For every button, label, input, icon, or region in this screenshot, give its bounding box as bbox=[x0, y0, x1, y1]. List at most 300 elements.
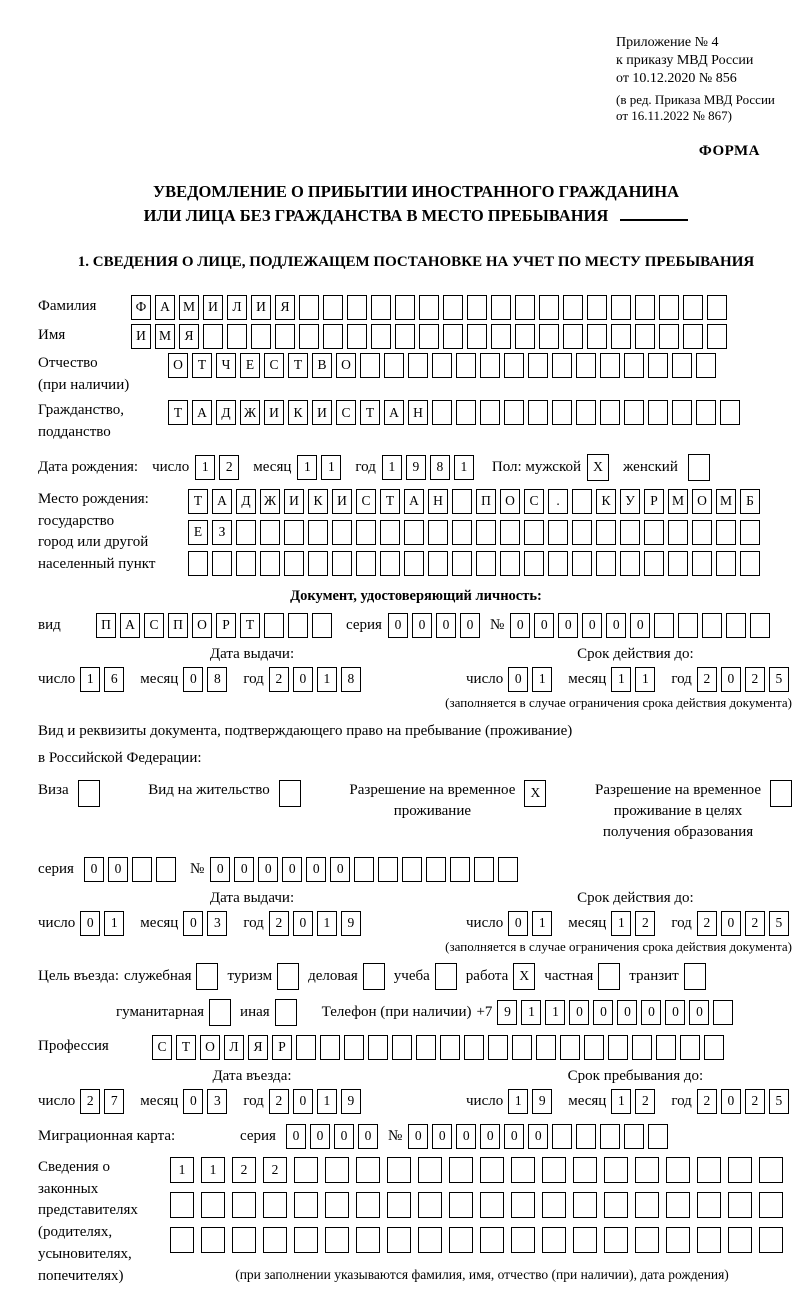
char-box[interactable] bbox=[548, 551, 568, 576]
char-box[interactable] bbox=[504, 400, 524, 425]
char-box[interactable]: 0 bbox=[432, 1124, 452, 1149]
char-box[interactable]: Т bbox=[188, 489, 208, 514]
char-box[interactable] bbox=[528, 400, 548, 425]
char-box[interactable] bbox=[279, 780, 301, 807]
char-box[interactable] bbox=[299, 324, 319, 349]
char-box[interactable] bbox=[284, 551, 304, 576]
char-box[interactable]: 1 bbox=[532, 911, 552, 936]
char-box[interactable]: А bbox=[404, 489, 424, 514]
char-box[interactable]: 2 bbox=[269, 1089, 289, 1114]
char-box[interactable]: 0 bbox=[510, 613, 530, 638]
char-box[interactable] bbox=[275, 999, 297, 1026]
char-box[interactable] bbox=[347, 324, 367, 349]
char-box[interactable]: 0 bbox=[334, 1124, 354, 1149]
char-box[interactable] bbox=[156, 857, 176, 882]
char-box[interactable]: 0 bbox=[108, 857, 128, 882]
char-box[interactable]: 0 bbox=[80, 911, 100, 936]
char-box[interactable]: С bbox=[152, 1035, 172, 1060]
char-box[interactable] bbox=[260, 551, 280, 576]
char-box[interactable] bbox=[759, 1192, 783, 1218]
char-box[interactable] bbox=[542, 1192, 566, 1218]
char-box[interactable]: 0 bbox=[689, 1000, 709, 1025]
char-box[interactable]: 1 bbox=[317, 911, 337, 936]
char-box[interactable] bbox=[263, 1192, 287, 1218]
char-box[interactable] bbox=[692, 520, 712, 545]
char-box[interactable]: 1 bbox=[521, 1000, 541, 1025]
char-box[interactable]: 1 bbox=[317, 1089, 337, 1114]
char-box[interactable]: Т bbox=[168, 400, 188, 425]
char-box[interactable]: X bbox=[524, 780, 546, 807]
char-box[interactable] bbox=[666, 1227, 690, 1253]
char-box[interactable] bbox=[294, 1192, 318, 1218]
char-box[interactable] bbox=[688, 454, 710, 481]
char-box[interactable] bbox=[428, 520, 448, 545]
char-box[interactable] bbox=[378, 857, 398, 882]
char-box[interactable]: 0 bbox=[665, 1000, 685, 1025]
char-box[interactable] bbox=[188, 551, 208, 576]
char-box[interactable]: Т bbox=[360, 400, 380, 425]
char-box[interactable] bbox=[524, 520, 544, 545]
char-box[interactable] bbox=[428, 551, 448, 576]
char-box[interactable]: 1 bbox=[195, 455, 215, 480]
char-box[interactable]: А bbox=[155, 295, 175, 320]
char-box[interactable]: Ч bbox=[216, 353, 236, 378]
char-box[interactable] bbox=[528, 353, 548, 378]
char-box[interactable] bbox=[572, 551, 592, 576]
char-box[interactable]: 3 bbox=[207, 1089, 227, 1114]
char-box[interactable]: 0 bbox=[456, 1124, 476, 1149]
char-box[interactable] bbox=[702, 613, 722, 638]
char-box[interactable] bbox=[584, 1035, 604, 1060]
char-box[interactable] bbox=[387, 1157, 411, 1183]
char-box[interactable]: Л bbox=[227, 295, 247, 320]
char-box[interactable]: 1 bbox=[611, 911, 631, 936]
char-box[interactable] bbox=[707, 295, 727, 320]
char-box[interactable] bbox=[697, 1192, 721, 1218]
char-box[interactable] bbox=[395, 324, 415, 349]
char-box[interactable] bbox=[260, 520, 280, 545]
char-box[interactable]: 0 bbox=[582, 613, 602, 638]
char-box[interactable] bbox=[624, 353, 644, 378]
char-box[interactable]: К bbox=[596, 489, 616, 514]
char-box[interactable]: 9 bbox=[341, 1089, 361, 1114]
char-box[interactable] bbox=[449, 1227, 473, 1253]
char-box[interactable] bbox=[474, 857, 494, 882]
char-box[interactable] bbox=[740, 520, 760, 545]
char-box[interactable]: Т bbox=[240, 613, 260, 638]
char-box[interactable]: Б bbox=[740, 489, 760, 514]
char-box[interactable] bbox=[598, 963, 620, 990]
char-box[interactable]: 0 bbox=[593, 1000, 613, 1025]
char-box[interactable]: 0 bbox=[286, 1124, 306, 1149]
char-box[interactable]: 2 bbox=[80, 1089, 100, 1114]
char-box[interactable]: 0 bbox=[558, 613, 578, 638]
char-box[interactable]: 2 bbox=[232, 1157, 256, 1183]
char-box[interactable] bbox=[683, 295, 703, 320]
char-box[interactable] bbox=[608, 1035, 628, 1060]
char-box[interactable]: 0 bbox=[721, 667, 741, 692]
char-box[interactable] bbox=[419, 295, 439, 320]
char-box[interactable] bbox=[604, 1227, 628, 1253]
char-box[interactable]: 0 bbox=[183, 667, 203, 692]
char-box[interactable]: 1 bbox=[104, 911, 124, 936]
char-box[interactable]: 1 bbox=[635, 667, 655, 692]
char-box[interactable] bbox=[467, 324, 487, 349]
char-box[interactable]: 2 bbox=[745, 667, 765, 692]
char-box[interactable] bbox=[323, 295, 343, 320]
char-box[interactable] bbox=[450, 857, 470, 882]
char-box[interactable] bbox=[392, 1035, 412, 1060]
char-box[interactable]: 7 bbox=[104, 1089, 124, 1114]
char-box[interactable] bbox=[371, 324, 391, 349]
char-box[interactable]: 0 bbox=[528, 1124, 548, 1149]
char-box[interactable]: 2 bbox=[697, 911, 717, 936]
char-box[interactable]: О bbox=[200, 1035, 220, 1060]
char-box[interactable] bbox=[524, 551, 544, 576]
char-box[interactable] bbox=[668, 551, 688, 576]
char-box[interactable] bbox=[443, 295, 463, 320]
char-box[interactable]: К bbox=[288, 400, 308, 425]
char-box[interactable] bbox=[635, 324, 655, 349]
char-box[interactable]: 2 bbox=[269, 911, 289, 936]
char-box[interactable]: 2 bbox=[635, 1089, 655, 1114]
char-box[interactable]: Т bbox=[176, 1035, 196, 1060]
char-box[interactable]: Т bbox=[288, 353, 308, 378]
char-box[interactable]: 1 bbox=[532, 667, 552, 692]
char-box[interactable]: 0 bbox=[84, 857, 104, 882]
char-box[interactable]: П bbox=[476, 489, 496, 514]
char-box[interactable] bbox=[488, 1035, 508, 1060]
char-box[interactable]: X bbox=[587, 454, 609, 481]
char-box[interactable] bbox=[624, 1124, 644, 1149]
char-box[interactable] bbox=[418, 1227, 442, 1253]
char-box[interactable]: Ж bbox=[260, 489, 280, 514]
char-box[interactable] bbox=[296, 1035, 316, 1060]
char-box[interactable]: 0 bbox=[721, 911, 741, 936]
char-box[interactable]: М bbox=[155, 324, 175, 349]
char-box[interactable]: 0 bbox=[721, 1089, 741, 1114]
char-box[interactable] bbox=[692, 551, 712, 576]
char-box[interactable] bbox=[511, 1192, 535, 1218]
char-box[interactable]: З bbox=[212, 520, 232, 545]
char-box[interactable] bbox=[600, 400, 620, 425]
char-box[interactable] bbox=[600, 353, 620, 378]
char-box[interactable] bbox=[573, 1227, 597, 1253]
char-box[interactable] bbox=[728, 1192, 752, 1218]
char-box[interactable] bbox=[170, 1192, 194, 1218]
char-box[interactable] bbox=[552, 1124, 572, 1149]
char-box[interactable] bbox=[440, 1035, 460, 1060]
char-box[interactable]: 2 bbox=[745, 911, 765, 936]
char-box[interactable] bbox=[716, 551, 736, 576]
char-box[interactable] bbox=[697, 1227, 721, 1253]
char-box[interactable]: 0 bbox=[293, 1089, 313, 1114]
char-box[interactable]: 0 bbox=[408, 1124, 428, 1149]
char-box[interactable] bbox=[668, 520, 688, 545]
char-box[interactable]: 0 bbox=[480, 1124, 500, 1149]
char-box[interactable]: 1 bbox=[201, 1157, 225, 1183]
char-box[interactable]: С bbox=[524, 489, 544, 514]
char-box[interactable]: С bbox=[264, 353, 284, 378]
char-box[interactable]: 0 bbox=[183, 911, 203, 936]
char-box[interactable]: Д bbox=[216, 400, 236, 425]
char-box[interactable] bbox=[132, 857, 152, 882]
char-box[interactable] bbox=[332, 551, 352, 576]
char-box[interactable] bbox=[680, 1035, 700, 1060]
char-box[interactable]: 0 bbox=[210, 857, 230, 882]
char-box[interactable]: 1 bbox=[508, 1089, 528, 1114]
char-box[interactable] bbox=[563, 324, 583, 349]
char-box[interactable] bbox=[432, 400, 452, 425]
char-box[interactable] bbox=[418, 1157, 442, 1183]
char-box[interactable] bbox=[678, 613, 698, 638]
char-box[interactable]: Л bbox=[224, 1035, 244, 1060]
char-box[interactable] bbox=[728, 1227, 752, 1253]
char-box[interactable] bbox=[356, 520, 376, 545]
char-box[interactable] bbox=[635, 1192, 659, 1218]
char-box[interactable] bbox=[576, 1124, 596, 1149]
char-box[interactable]: А bbox=[212, 489, 232, 514]
char-box[interactable] bbox=[684, 963, 706, 990]
char-box[interactable]: Р bbox=[644, 489, 664, 514]
char-box[interactable] bbox=[587, 324, 607, 349]
char-box[interactable] bbox=[227, 324, 247, 349]
char-box[interactable] bbox=[203, 324, 223, 349]
char-box[interactable]: 0 bbox=[234, 857, 254, 882]
char-box[interactable] bbox=[704, 1035, 724, 1060]
char-box[interactable] bbox=[380, 551, 400, 576]
char-box[interactable] bbox=[500, 520, 520, 545]
char-box[interactable] bbox=[232, 1192, 256, 1218]
char-box[interactable]: 9 bbox=[497, 1000, 517, 1025]
char-box[interactable] bbox=[666, 1192, 690, 1218]
char-box[interactable] bbox=[635, 1157, 659, 1183]
char-box[interactable] bbox=[740, 551, 760, 576]
char-box[interactable] bbox=[644, 520, 664, 545]
char-box[interactable] bbox=[356, 1227, 380, 1253]
char-box[interactable] bbox=[277, 963, 299, 990]
char-box[interactable]: М bbox=[179, 295, 199, 320]
char-box[interactable]: О bbox=[692, 489, 712, 514]
char-box[interactable] bbox=[511, 1157, 535, 1183]
char-box[interactable] bbox=[356, 1157, 380, 1183]
char-box[interactable] bbox=[263, 1227, 287, 1253]
char-box[interactable] bbox=[659, 324, 679, 349]
char-box[interactable] bbox=[624, 400, 644, 425]
char-box[interactable] bbox=[456, 353, 476, 378]
char-box[interactable]: С bbox=[356, 489, 376, 514]
char-box[interactable] bbox=[426, 857, 446, 882]
char-box[interactable] bbox=[456, 400, 476, 425]
char-box[interactable] bbox=[395, 295, 415, 320]
char-box[interactable] bbox=[666, 1157, 690, 1183]
char-box[interactable]: И bbox=[312, 400, 332, 425]
char-box[interactable]: А bbox=[192, 400, 212, 425]
char-box[interactable] bbox=[500, 551, 520, 576]
char-box[interactable]: 2 bbox=[697, 1089, 717, 1114]
char-box[interactable] bbox=[596, 551, 616, 576]
char-box[interactable]: 2 bbox=[219, 455, 239, 480]
char-box[interactable] bbox=[418, 1192, 442, 1218]
char-box[interactable]: Ф bbox=[131, 295, 151, 320]
char-box[interactable]: С bbox=[144, 613, 164, 638]
char-box[interactable]: Т bbox=[380, 489, 400, 514]
char-box[interactable]: Д bbox=[236, 489, 256, 514]
char-box[interactable] bbox=[573, 1157, 597, 1183]
char-box[interactable] bbox=[697, 1157, 721, 1183]
char-box[interactable] bbox=[452, 489, 472, 514]
char-box[interactable] bbox=[323, 324, 343, 349]
char-box[interactable] bbox=[576, 400, 596, 425]
char-box[interactable] bbox=[539, 295, 559, 320]
char-box[interactable] bbox=[683, 324, 703, 349]
char-box[interactable]: 0 bbox=[412, 613, 432, 638]
char-box[interactable] bbox=[620, 551, 640, 576]
char-box[interactable]: 0 bbox=[641, 1000, 661, 1025]
char-box[interactable] bbox=[196, 963, 218, 990]
char-box[interactable] bbox=[452, 520, 472, 545]
char-box[interactable]: 1 bbox=[321, 455, 341, 480]
char-box[interactable]: У bbox=[620, 489, 640, 514]
char-box[interactable] bbox=[344, 1035, 364, 1060]
char-box[interactable]: 0 bbox=[306, 857, 326, 882]
char-box[interactable] bbox=[515, 324, 535, 349]
char-box[interactable]: 1 bbox=[80, 667, 100, 692]
char-box[interactable] bbox=[572, 489, 592, 514]
char-box[interactable]: В bbox=[312, 353, 332, 378]
char-box[interactable]: Я bbox=[248, 1035, 268, 1060]
char-box[interactable]: П bbox=[168, 613, 188, 638]
char-box[interactable]: 0 bbox=[606, 613, 626, 638]
char-box[interactable]: 3 bbox=[207, 911, 227, 936]
char-box[interactable] bbox=[611, 295, 631, 320]
char-box[interactable]: 1 bbox=[545, 1000, 565, 1025]
char-box[interactable]: И bbox=[284, 489, 304, 514]
char-box[interactable]: 0 bbox=[258, 857, 278, 882]
char-box[interactable]: 8 bbox=[430, 455, 450, 480]
char-box[interactable]: 2 bbox=[263, 1157, 287, 1183]
char-box[interactable] bbox=[404, 551, 424, 576]
char-box[interactable] bbox=[728, 1157, 752, 1183]
char-box[interactable]: 1 bbox=[611, 1089, 631, 1114]
char-box[interactable] bbox=[264, 613, 284, 638]
char-box[interactable]: 9 bbox=[341, 911, 361, 936]
char-box[interactable]: 2 bbox=[269, 667, 289, 692]
char-box[interactable] bbox=[620, 520, 640, 545]
char-box[interactable] bbox=[402, 857, 422, 882]
char-box[interactable] bbox=[648, 353, 668, 378]
char-box[interactable]: Е bbox=[188, 520, 208, 545]
char-box[interactable]: Н bbox=[428, 489, 448, 514]
char-box[interactable] bbox=[716, 520, 736, 545]
char-box[interactable]: 0 bbox=[282, 857, 302, 882]
char-box[interactable] bbox=[467, 295, 487, 320]
char-box[interactable] bbox=[563, 295, 583, 320]
char-box[interactable] bbox=[347, 295, 367, 320]
char-box[interactable] bbox=[611, 324, 631, 349]
char-box[interactable]: 0 bbox=[330, 857, 350, 882]
char-box[interactable]: 5 bbox=[769, 911, 789, 936]
char-box[interactable] bbox=[696, 400, 716, 425]
char-box[interactable] bbox=[209, 999, 231, 1026]
char-box[interactable]: 1 bbox=[454, 455, 474, 480]
char-box[interactable]: М bbox=[668, 489, 688, 514]
char-box[interactable] bbox=[299, 295, 319, 320]
char-box[interactable]: Я bbox=[179, 324, 199, 349]
char-box[interactable] bbox=[656, 1035, 676, 1060]
char-box[interactable] bbox=[419, 324, 439, 349]
char-box[interactable] bbox=[170, 1227, 194, 1253]
char-box[interactable]: 1 bbox=[382, 455, 402, 480]
char-box[interactable] bbox=[380, 520, 400, 545]
char-box[interactable]: 0 bbox=[504, 1124, 524, 1149]
char-box[interactable] bbox=[476, 520, 496, 545]
char-box[interactable] bbox=[464, 1035, 484, 1060]
char-box[interactable] bbox=[435, 963, 457, 990]
char-box[interactable]: М bbox=[716, 489, 736, 514]
char-box[interactable] bbox=[476, 551, 496, 576]
char-box[interactable]: 8 bbox=[207, 667, 227, 692]
char-box[interactable]: А bbox=[384, 400, 404, 425]
char-box[interactable] bbox=[294, 1227, 318, 1253]
char-box[interactable] bbox=[284, 520, 304, 545]
char-box[interactable] bbox=[491, 295, 511, 320]
char-box[interactable]: 0 bbox=[534, 613, 554, 638]
char-box[interactable] bbox=[512, 1035, 532, 1060]
char-box[interactable] bbox=[236, 520, 256, 545]
char-box[interactable]: 0 bbox=[508, 667, 528, 692]
char-box[interactable]: 1 bbox=[611, 667, 631, 692]
char-box[interactable] bbox=[320, 1035, 340, 1060]
char-box[interactable] bbox=[720, 400, 740, 425]
char-box[interactable] bbox=[480, 1227, 504, 1253]
char-box[interactable]: Н bbox=[408, 400, 428, 425]
char-box[interactable] bbox=[251, 324, 271, 349]
char-box[interactable] bbox=[325, 1157, 349, 1183]
char-box[interactable]: 0 bbox=[293, 911, 313, 936]
char-box[interactable]: 0 bbox=[617, 1000, 637, 1025]
char-box[interactable] bbox=[480, 1157, 504, 1183]
char-box[interactable] bbox=[770, 780, 792, 807]
char-box[interactable]: 1 bbox=[317, 667, 337, 692]
char-box[interactable] bbox=[332, 520, 352, 545]
char-box[interactable]: 0 bbox=[569, 1000, 589, 1025]
char-box[interactable]: X bbox=[513, 963, 535, 990]
char-box[interactable] bbox=[408, 353, 428, 378]
char-box[interactable] bbox=[443, 324, 463, 349]
char-box[interactable] bbox=[212, 551, 232, 576]
char-box[interactable]: . bbox=[548, 489, 568, 514]
char-box[interactable]: П bbox=[96, 613, 116, 638]
char-box[interactable] bbox=[480, 1192, 504, 1218]
char-box[interactable]: 0 bbox=[310, 1124, 330, 1149]
char-box[interactable] bbox=[452, 551, 472, 576]
char-box[interactable] bbox=[759, 1157, 783, 1183]
char-box[interactable] bbox=[416, 1035, 436, 1060]
char-box[interactable] bbox=[387, 1227, 411, 1253]
char-box[interactable] bbox=[648, 1124, 668, 1149]
char-box[interactable] bbox=[368, 1035, 388, 1060]
char-box[interactable] bbox=[498, 857, 518, 882]
char-box[interactable] bbox=[648, 400, 668, 425]
char-box[interactable] bbox=[354, 857, 374, 882]
char-box[interactable] bbox=[201, 1192, 225, 1218]
char-box[interactable] bbox=[548, 520, 568, 545]
char-box[interactable] bbox=[504, 353, 524, 378]
char-box[interactable] bbox=[696, 353, 716, 378]
char-box[interactable]: 2 bbox=[697, 667, 717, 692]
char-box[interactable]: И bbox=[251, 295, 271, 320]
